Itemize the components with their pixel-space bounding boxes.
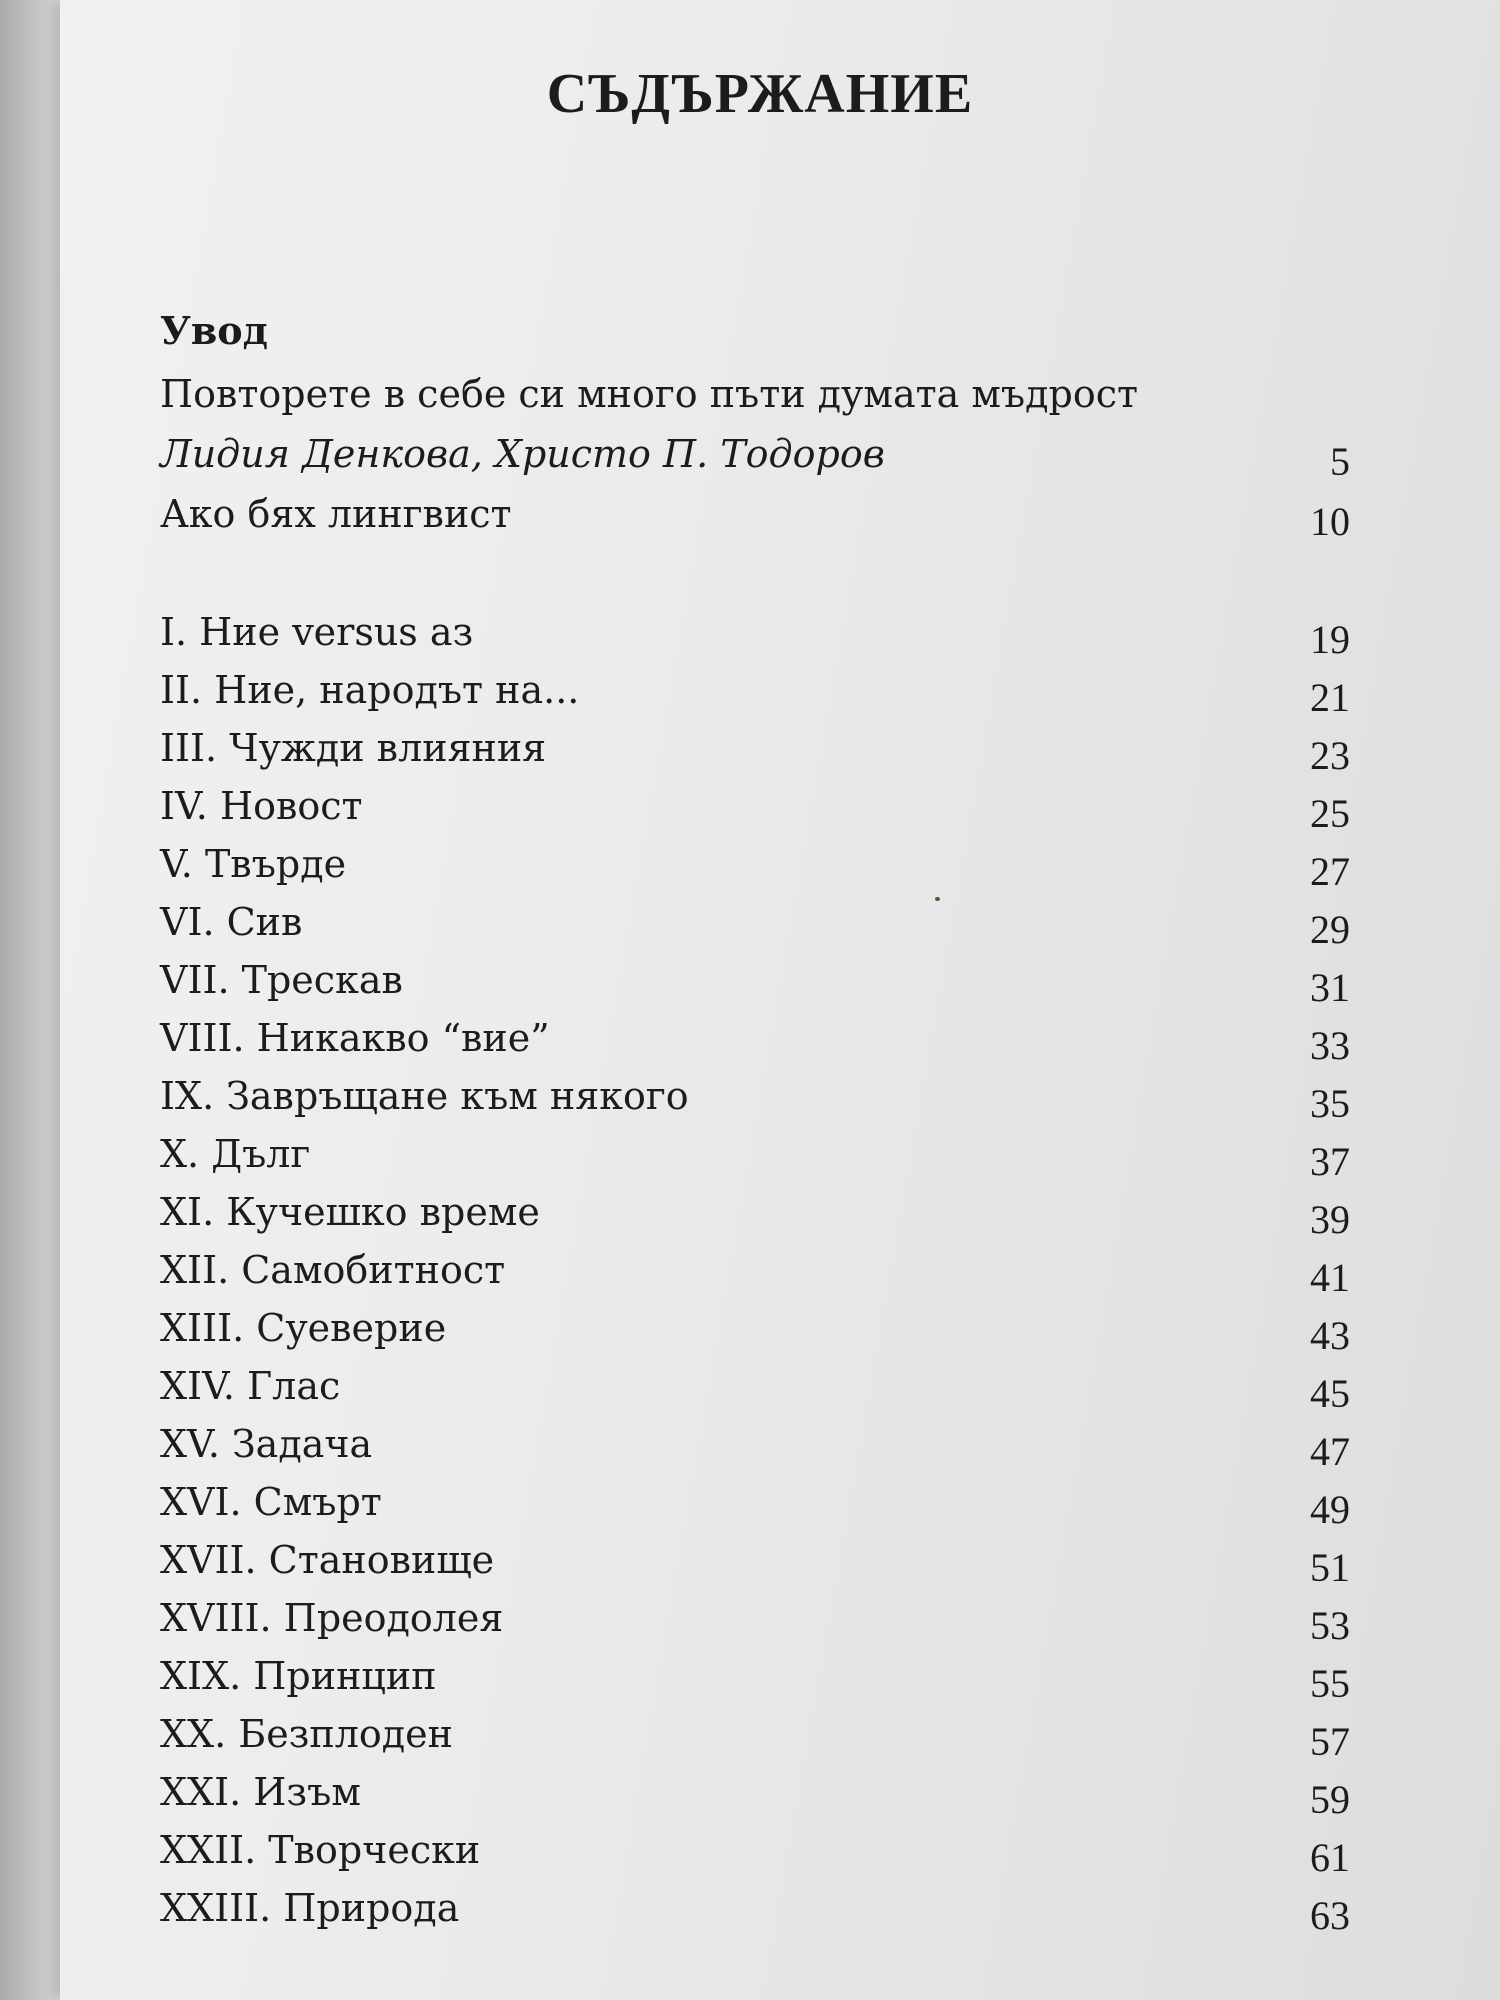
toc-entry [160, 1654, 1350, 1704]
toc-entry-label: XIX. Принцип [160, 1654, 437, 1698]
toc-entry-page: 57 [1310, 1719, 1350, 1764]
toc-entry [160, 1132, 1350, 1182]
toc-entry-label: XII. Самобитност [160, 1248, 506, 1292]
toc-entry [160, 1538, 1350, 1588]
toc-entry-label: XIV. Глас [160, 1364, 341, 1408]
toc-entry-page: 51 [1310, 1545, 1350, 1590]
toc-entry [160, 668, 1350, 718]
toc-entry-label: XV. Задача [160, 1422, 373, 1466]
toc-entry-page: 39 [1310, 1197, 1350, 1242]
toc-entry-page: 21 [1310, 675, 1350, 720]
toc-entry-page: 63 [1310, 1893, 1350, 1938]
intro-second-row [160, 492, 1350, 542]
book-gutter [0, 0, 60, 2000]
toc-entry-label: VII. Трескав [160, 958, 403, 1002]
toc-entry-label: XVIII. Преодолея [160, 1596, 504, 1640]
toc-entry-page: 37 [1310, 1139, 1350, 1184]
toc-entry-page: 43 [1310, 1313, 1350, 1358]
toc-entry-page: 55 [1310, 1661, 1350, 1706]
intro-second-title: Ако бях лингвист [160, 492, 512, 536]
toc-entry-label: X. Дълг [160, 1132, 311, 1176]
toc-entry [160, 1828, 1350, 1878]
toc-entry-page: 53 [1310, 1603, 1350, 1648]
toc-entry [160, 1886, 1350, 1936]
toc-entry-page: 31 [1310, 965, 1350, 1010]
toc-entry-page: 29 [1310, 907, 1350, 952]
toc-entry [160, 1480, 1350, 1530]
intro-authors-row [160, 432, 1350, 482]
toc-entry-page: 41 [1310, 1255, 1350, 1300]
toc-entry-label: II. Ние, народът на... [160, 668, 580, 712]
toc-entry-page: 27 [1310, 849, 1350, 894]
toc-entry-label: XVII. Становище [160, 1538, 495, 1582]
toc-entry-page: 61 [1310, 1835, 1350, 1880]
toc-entry-label: IX. Завръщане към някого [160, 1074, 689, 1118]
toc-entry-label: V. Твърде [160, 842, 347, 886]
toc-entry-label: XXIII. Природа [160, 1886, 460, 1930]
intro-second-page: 10 [1310, 499, 1350, 544]
toc-entry-label: XXII. Творчески [160, 1828, 481, 1872]
toc-entry-label: XIII. Суеверие [160, 1306, 447, 1350]
toc-entry [160, 1770, 1350, 1820]
toc-entry-label: I. Ние versus аз [160, 610, 474, 654]
toc-entry-label: III. Чужди влияния [160, 726, 547, 770]
toc-entry [160, 726, 1350, 776]
toc-entry [160, 842, 1350, 892]
toc-entry [160, 784, 1350, 834]
page-title: СЪДЪРЖАНИЕ [546, 63, 974, 125]
intro-authors: Лидия Денкова, Христо П. Тодоров [160, 432, 885, 476]
toc-entry-page: 19 [1310, 617, 1350, 662]
toc-entry-label: VIII. Никакво “вие” [160, 1016, 550, 1060]
intro-authors-page: 5 [1330, 439, 1350, 484]
toc-entry-page: 49 [1310, 1487, 1350, 1532]
toc-entry [160, 610, 1350, 660]
toc-entry-page: 23 [1310, 733, 1350, 778]
toc-entry [160, 1364, 1350, 1414]
toc-entry-page: 25 [1310, 791, 1350, 836]
toc-entry-page: 33 [1310, 1023, 1350, 1068]
toc-entry-page: 59 [1310, 1777, 1350, 1822]
toc-entry [160, 1074, 1350, 1124]
intro-article-title: Повторете в себе си много пъти думата мъдрост [160, 372, 1139, 416]
toc-entry-label: XXI. Изъм [160, 1770, 361, 1814]
toc-entry-page: 47 [1310, 1429, 1350, 1474]
toc-entry [160, 1712, 1350, 1762]
paper-speck [935, 897, 940, 901]
toc-entry-page: 35 [1310, 1081, 1350, 1126]
toc-entry-label: XVI. Смърт [160, 1480, 382, 1524]
toc-entry [160, 1190, 1350, 1240]
toc-entry-label: IV. Новост [160, 784, 363, 828]
intro-heading: Увод [160, 308, 268, 353]
toc-entry [160, 1596, 1350, 1646]
toc-entry [160, 958, 1350, 1008]
toc-entry-page: 45 [1310, 1371, 1350, 1416]
toc-entry [160, 1306, 1350, 1356]
toc-entry [160, 1016, 1350, 1066]
toc-entry-label: XX. Безплоден [160, 1712, 453, 1756]
toc-entry [160, 1422, 1350, 1472]
toc-entry-label: VI. Сив [160, 900, 303, 944]
toc-entry [160, 1248, 1350, 1298]
toc-entry [160, 900, 1350, 950]
toc-entry-label: XI. Кучешко време [160, 1190, 540, 1234]
